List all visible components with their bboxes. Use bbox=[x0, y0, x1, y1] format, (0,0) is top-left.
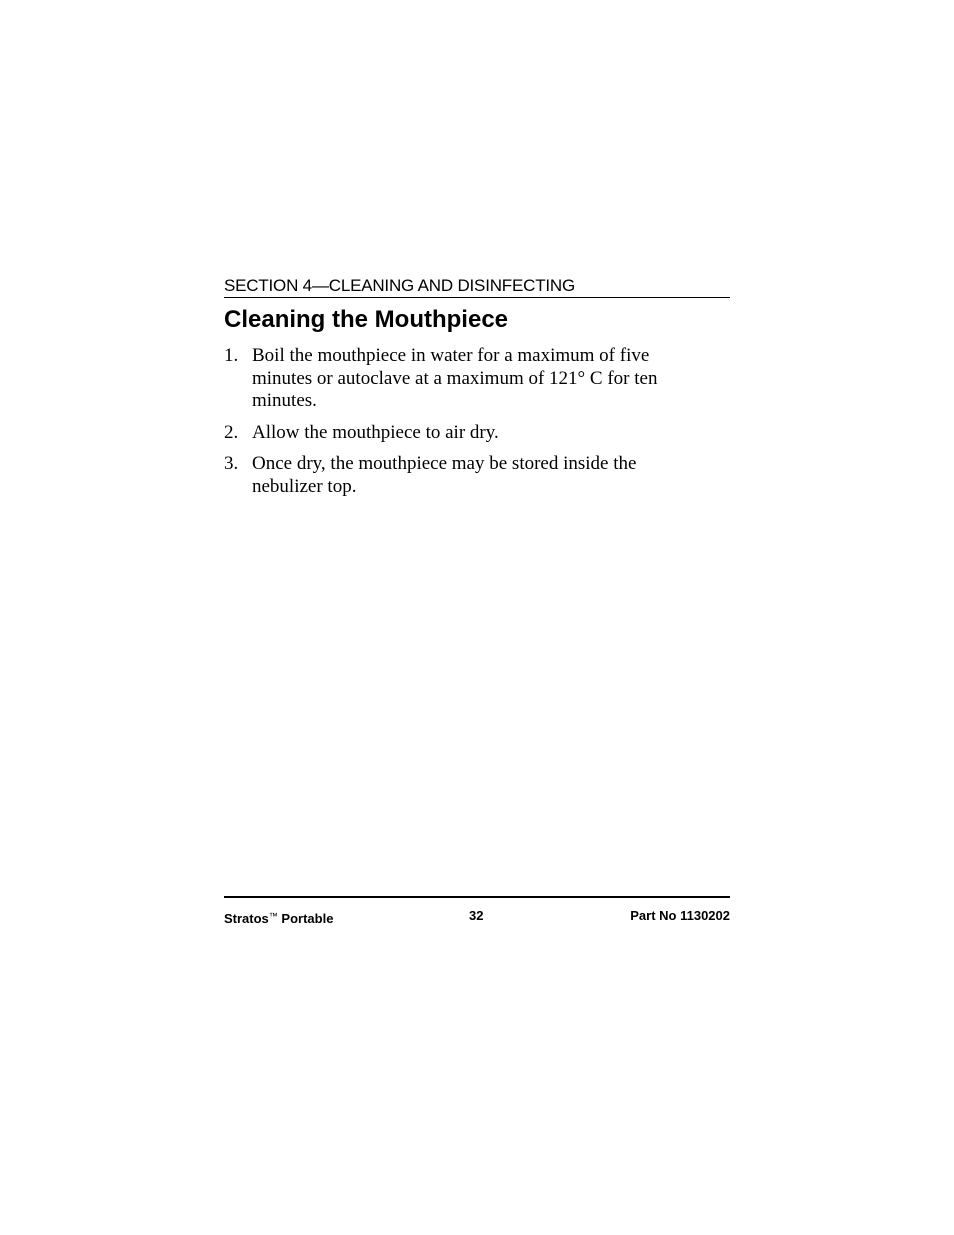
list-item bbox=[224, 345, 704, 413]
step-text: Boil the mouthpiece in water for a maximum of five minutes or autoclave at a maximum of 121° C for ten minutes. bbox=[252, 345, 658, 411]
footer-page-number: 32 bbox=[469, 908, 484, 923]
product-name: Stratos bbox=[224, 911, 269, 926]
product-suffix: Portable bbox=[277, 911, 334, 926]
step-number: 1. bbox=[224, 345, 239, 366]
section-header: SECTION 4—CLEANING AND DISINFECTING bbox=[224, 276, 730, 298]
page-title: Cleaning the Mouthpiece bbox=[224, 306, 509, 333]
list-item bbox=[224, 453, 704, 498]
footer-product-name bbox=[224, 907, 333, 928]
footer-part-number: Part No 1130202 bbox=[630, 908, 730, 923]
trademark-symbol: ™ bbox=[268, 911, 278, 921]
list-item bbox=[224, 422, 704, 445]
step-number: 3. bbox=[224, 453, 239, 474]
manual-page bbox=[224, 0, 730, 1235]
cleaning-steps-list bbox=[224, 345, 704, 507]
step-text: Once dry, the mouthpiece may be stored inside the nebulizer top. bbox=[252, 453, 637, 497]
step-number: 2. bbox=[224, 421, 239, 443]
page-footer bbox=[224, 907, 730, 925]
step-text: Allow the mouthpiece to air dry. bbox=[252, 421, 499, 443]
footer-divider bbox=[224, 896, 730, 898]
